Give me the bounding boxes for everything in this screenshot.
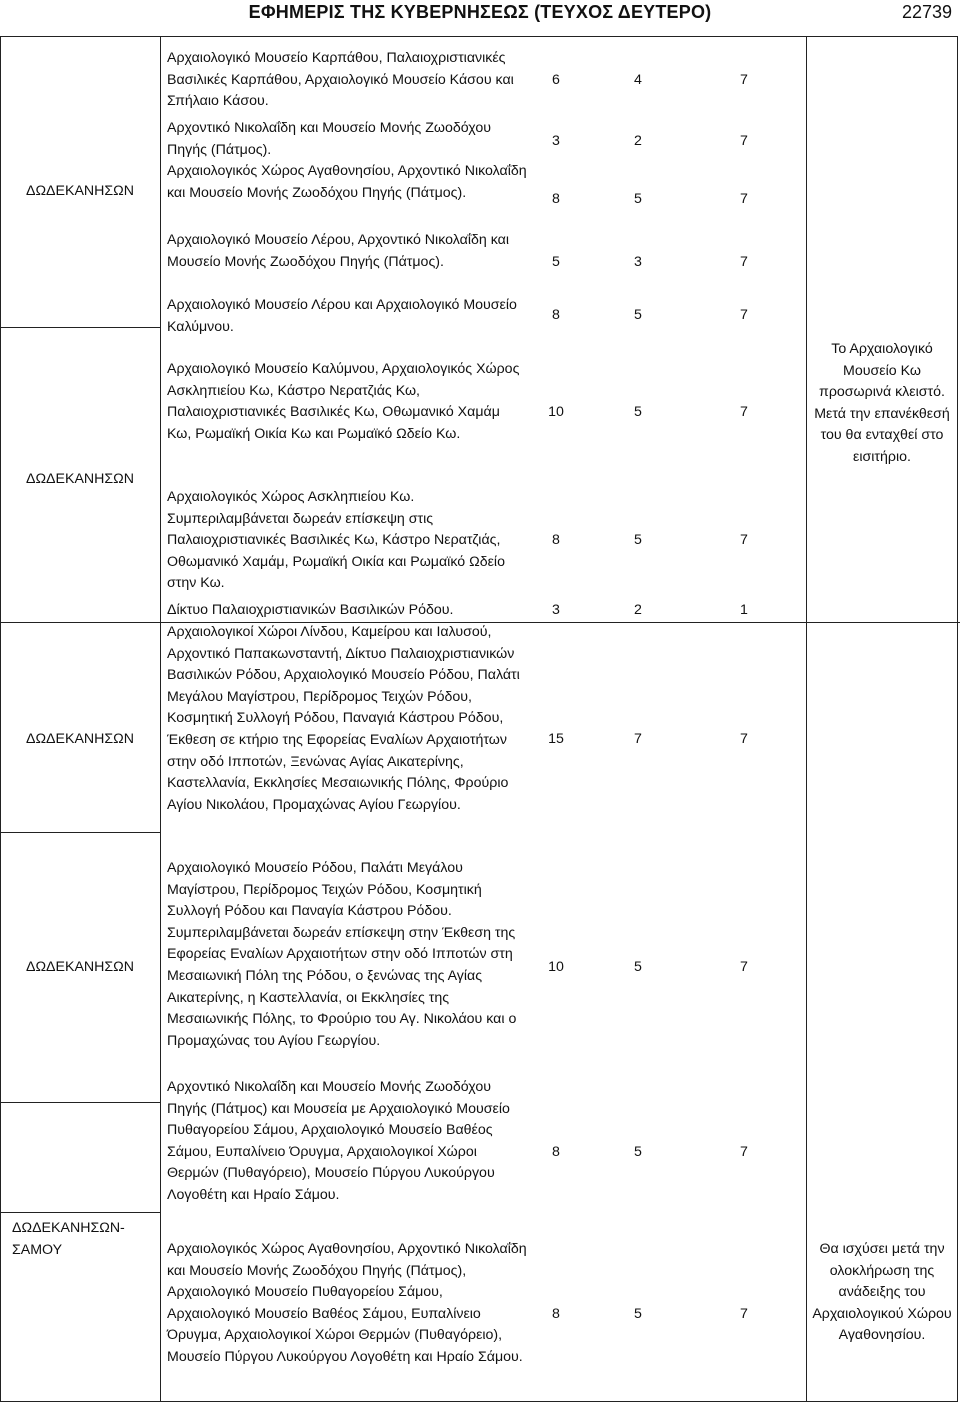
validity: 7: [740, 191, 748, 207]
validity: 7: [740, 1144, 748, 1160]
region-label: ΔΩΔΕΚΑΝΗΣΩΝ: [25, 731, 135, 747]
group-divider: [0, 1102, 160, 1103]
validity: 7: [740, 404, 748, 420]
validity: 7: [740, 72, 748, 88]
reduced-price: 5: [634, 532, 642, 548]
full-price: 8: [552, 532, 560, 548]
reduced-price: 5: [634, 191, 642, 207]
note-kos-museum: Το Αρχαιολογικό Μουσείο Κω προσωρινά κλειστό. Μετά την επανέκθεσή του θα ενταχθεί στο εισιτήριο.: [814, 341, 950, 465]
ticket-table: [0, 36, 958, 1402]
page-number: 22739: [901, 2, 952, 22]
row-description: Αρχαιολογικό Μουσείο Λέρου, Αρχοντικό Νικολαΐδη και Μουσείο Μονής Ζωοδόχου Πηγής (Πάτμος).: [167, 232, 509, 270]
row-description: Δίκτυο Παλαιοχριστιανικών Βασιλικών Ρόδου.: [167, 602, 454, 618]
reduced-price: 5: [634, 1144, 642, 1160]
row-description: Αρχαιολογικό Μουσείο Καρπάθου, Παλαιοχριστιανικές Βασιλικές Καρπάθου, Αρχαιολογικό Μουσείο Κάσου και Σπήλαιο Κάσου.: [167, 50, 514, 110]
validity: 7: [740, 133, 748, 149]
validity: 7: [740, 1306, 748, 1322]
full-price: 8: [552, 1306, 560, 1322]
full-price: 15: [548, 731, 564, 747]
note-agathonisi: Θα ισχύσει μετά την ολοκλήρωση της ανάδειξης του Αρχαιολογικού Χώρου Αγαθονησίου.: [812, 1241, 952, 1344]
full-price: 8: [552, 1144, 560, 1160]
region-label: ΔΩΔΕΚΑΝΗΣΩΝ-: [12, 1220, 125, 1236]
row-description: Αρχαιολογικός Χώρος Αγαθονησίου, Αρχοντικό Νικολαΐδη και Μουσείο Μονής Ζωοδόχου Πηγής (Πάτμος), Αρχαιολογικό Μουσείο Πυθαγορείου Σάμου, Αρχαιολογικό Μουσείο Βαθέος Σάμου, Ευπαλίνειο Όρυγμα, Αρχαιολογικοί Χώροι Θερμών (Πυθαγόρειο), Μουσείο Πύργου Λυκούργου Λογοθέτη και Ηραίο Σάμου.: [167, 1241, 527, 1365]
reduced-price: 4: [634, 72, 642, 88]
row-description: Αρχοντικό Νικολαΐδη και Μουσείο Μονής Ζωοδόχου Πηγής (Πάτμος).: [167, 120, 491, 158]
validity: 1: [740, 602, 748, 618]
column-divider: [160, 37, 161, 1401]
table-border-right: [957, 37, 958, 1401]
region-label: ΔΩΔΕΚΑΝΗΣΩΝ: [25, 471, 135, 487]
reduced-price: 5: [634, 959, 642, 975]
reduced-price: 3: [634, 254, 642, 270]
group-divider: [0, 1212, 160, 1213]
row-description: Αρχαιολογικό Μουσείο Ρόδου, Παλάτι Μεγάλου Μαγίστρου, Περίδρομος Τειχών Ρόδου, Κοσμητική Συλλογή Ρόδου και Παναγία Κάστρου Ρόδου. Συμπεριλαμβάνεται δωρεάν επίσκεψη στην Έκθεση της Εφορείας Εναλίων Αρχαιοτήτων στην οδό Ιπποτών στη Μεσαιωνική Πόλη της Ρόδου, ο ξενώνας της Αγίας Αικατερίνης, η Καστελλανία, οι Εκκλησίες της Μεσαιωνικής Πόλης, το Φρούριο του Αγ. Νικολάου και ο Προμαχώνας του Αγίου Γεωργίου.: [167, 860, 517, 1049]
full-price: 8: [552, 307, 560, 323]
group-divider: [0, 327, 160, 328]
full-price: 10: [548, 404, 564, 420]
region-label: ΣΑΜΟΥ: [12, 1242, 63, 1258]
row-description: Αρχαιολογικοί Χώροι Λίνδου, Καμείρου και Ιαλυσού, Αρχοντικό Παπακωνσταντή, Δίκτυο Παλαιοχριστιανικών Βασιλικών Ρόδου, Αρχαιολογικό Μουσείο Ρόδου, Παλάτι Μεγάλου Μαγίστρου, Περίδρομος Τειχών Ρόδου, Κοσμητική Συλλογή Ρόδου, Παναγιά Κάστρου Ρόδου, Έκθεση σε κτήριο της Εφορείας Εναλίων Αρχαιοτήτων στην οδό Ιπποτών, Ξενώνας Αγίας Αικατερίνης, Καστελλανία, Εκκλησίες Μεσαιωνικής Πόλης, Φρούριο Αγίου Νικολάου, Προμαχώνας Αγίου Γεωργίου.: [167, 624, 520, 813]
region-label: ΔΩΔΕΚΑΝΗΣΩΝ: [25, 959, 135, 975]
page-header: [0, 0, 960, 32]
column-divider: [806, 37, 807, 1401]
full-price: 3: [552, 602, 560, 618]
row-description: Αρχοντικό Νικολαΐδη και Μουσείο Μονής Ζωοδόχου Πηγής (Πάτμος) και Μουσεία με Αρχαιολογικό Μουσείο Πυθαγορείου Σάμου, Αρχαιολογικό Μουσείο Βαθέος Σάμου, Ευπαλίνειο Όρυγμα, Αρχαιολογικοί Χώροι Θερμών (Πυθαγόρειο), Μουσείο Πύργου Λυκούργου Λογοθέτη και Ηραίο Σάμου.: [167, 1079, 510, 1203]
reduced-price: 5: [634, 307, 642, 323]
row-description: Αρχαιολογικό Μουσείο Καλύμνου, Αρχαιολογικός Χώρος Ασκληπιείου Κω, Κάστρο Νερατζιάς Κω, Παλαιοχριστιανικές Βασιλικές Κω, Οθωμανικό Χαμάμ Κω, Ρωμαϊκή Οικία Κω και Ρωμαϊκό Ωδείο Κω.: [167, 361, 520, 442]
validity: 7: [740, 307, 748, 323]
validity: 7: [740, 959, 748, 975]
reduced-price: 2: [634, 133, 642, 149]
full-price: 8: [552, 191, 560, 207]
row-description: Αρχαιολογικό Μουσείο Λέρου και Αρχαιολογικό Μουσείο Καλύμνου.: [167, 297, 517, 335]
region-label: ΔΩΔΕΚΑΝΗΣΩΝ: [25, 183, 135, 199]
validity: 7: [740, 731, 748, 747]
validity: 7: [740, 254, 748, 270]
full-price: 5: [552, 254, 560, 270]
gazette-title: ΕΦΗΜΕΡΙΣ ΤΗΣ ΚΥΒΕΡΝΗΣΕΩΣ (ΤΕΥΧΟΣ ΔΕΥΤΕΡΟ): [248, 2, 712, 22]
reduced-price: 5: [634, 404, 642, 420]
full-price: 10: [548, 959, 564, 975]
row-description: Αρχαιολογικός Χώρος Ασκληπιείου Κω. Συμπεριλαμβάνεται δωρεάν επίσκεψη στις Παλαιοχριστιανικές Βασιλικές Κω, Κάστρο Νερατζιάς, Οθωμανικό Χαμάμ, Ρωμαϊκή Οικία και Ρωμαϊκό Ωδείο στην Κω.: [167, 489, 505, 592]
table-border-left: [0, 37, 1, 1401]
row-description: Αρχαιολογικός Χώρος Αγαθονησίου, Αρχοντικό Νικολαΐδη και Μουσείο Μονής Ζωοδόχου Πηγής (Πάτμος).: [167, 163, 527, 201]
full-price: 6: [552, 72, 560, 88]
reduced-price: 5: [634, 1306, 642, 1322]
validity: 7: [740, 532, 748, 548]
group-divider: [0, 832, 160, 833]
reduced-price: 7: [634, 731, 642, 747]
reduced-price: 2: [634, 602, 642, 618]
full-price: 3: [552, 133, 560, 149]
